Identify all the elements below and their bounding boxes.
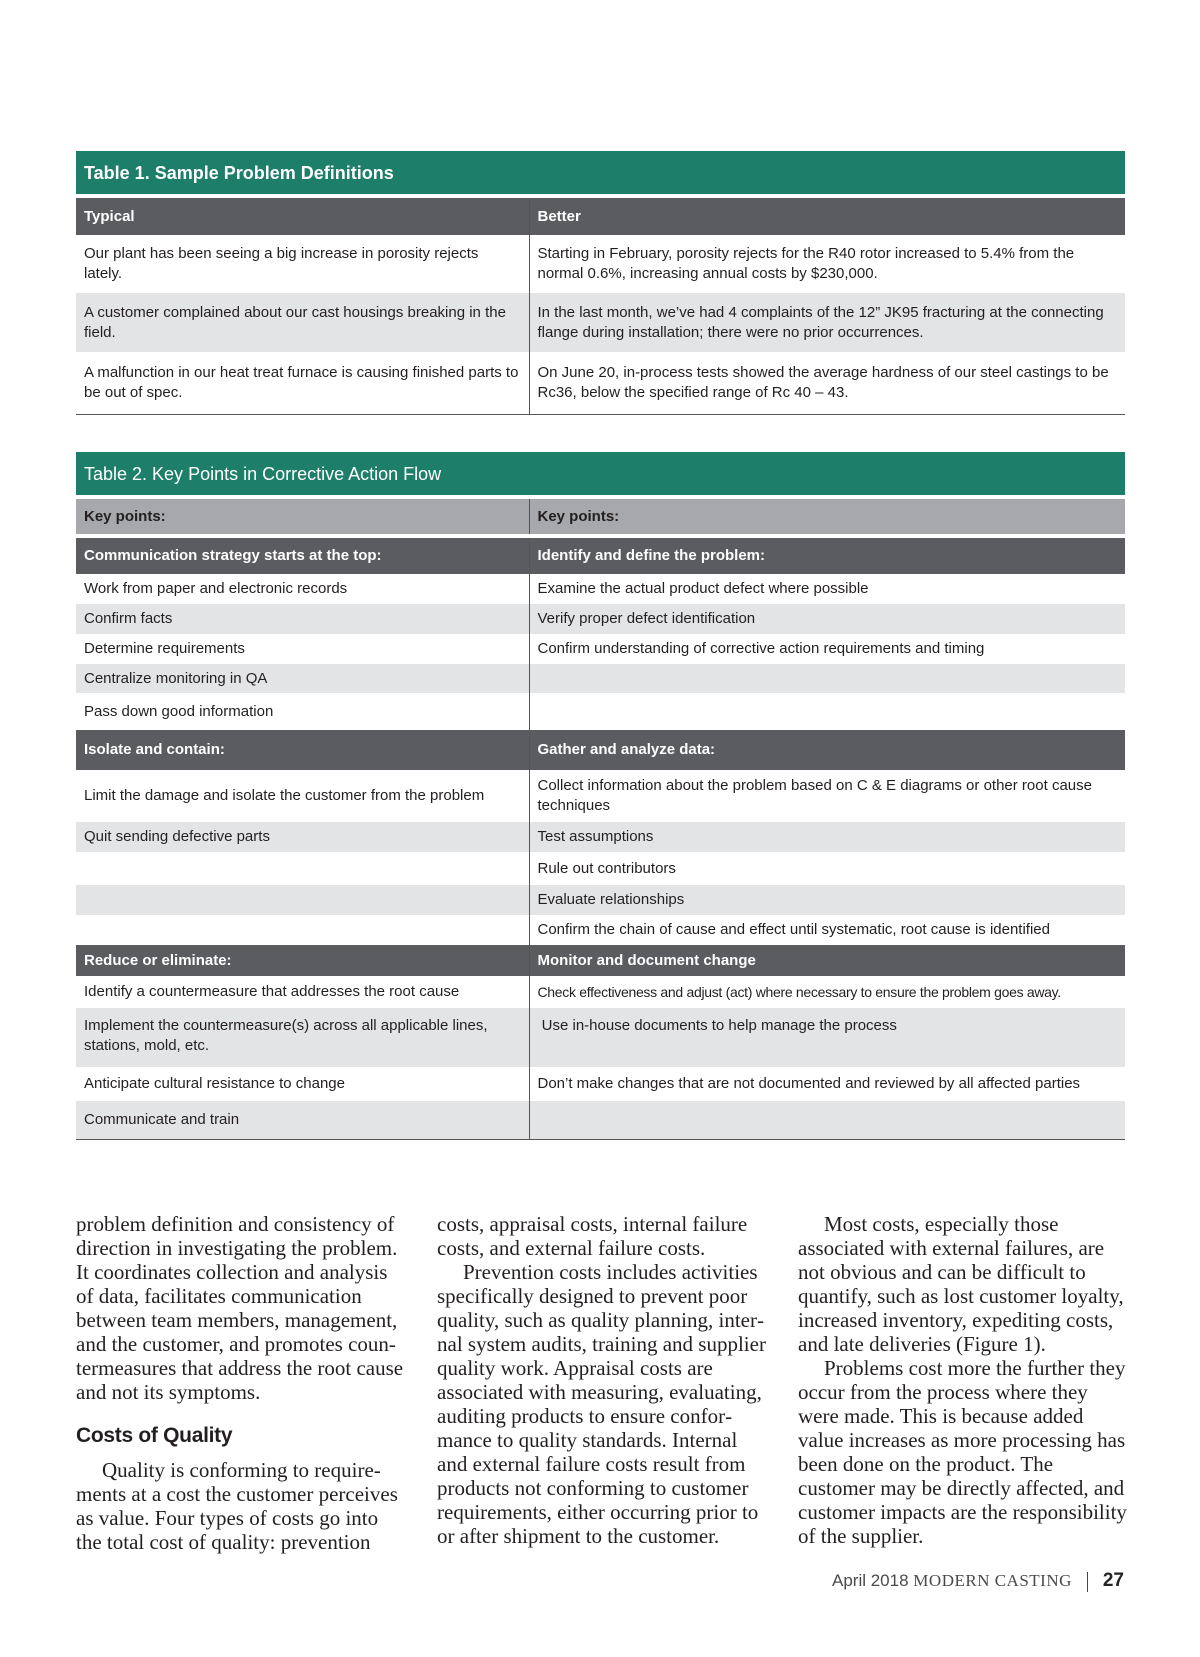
- table-row: [76, 604, 1125, 634]
- table-row: [76, 352, 1125, 414]
- table-2-cell: Evaluate relationships: [529, 885, 1125, 915]
- table-row: [76, 1101, 1125, 1139]
- table-2-cell: Use in-house documents to help manage the process: [529, 1008, 1125, 1067]
- table-2-cell: Examine the actual product defect where possible: [529, 574, 1125, 604]
- table-1-title: Table 1. Sample Problem Definitions: [76, 151, 1125, 194]
- article-column-2: [437, 1212, 767, 1548]
- table-row: [76, 293, 1125, 352]
- table-2-cell: Identify a countermeasure that addresses the root cause: [76, 976, 529, 1008]
- section-head-right: Gather and analyze data:: [529, 730, 1125, 770]
- table-2-cell: Confirm understanding of corrective action requirements and timing: [529, 634, 1125, 664]
- table-2: [76, 452, 1125, 1140]
- table-2-cell: Determine requirements: [76, 634, 529, 664]
- section-heading-costs-of-quality: Costs of Quality: [76, 1424, 233, 1447]
- table-2-cell: [76, 915, 529, 945]
- table-row: [76, 693, 1125, 730]
- table-row: [76, 770, 1125, 822]
- table-2-cell: Limit the damage and isolate the customer from the problem: [76, 770, 529, 822]
- article-column-3: [798, 1212, 1128, 1548]
- table-2-header-right: Key points:: [529, 499, 1125, 534]
- table-2-cell: [76, 885, 529, 915]
- table-1-header-better: Better: [529, 198, 1125, 235]
- column-2-paragraph-1: costs, appraisal costs, internal failure costs, and external failure costs.: [437, 1212, 748, 1260]
- table-row: [76, 1067, 1125, 1101]
- article-column-1: [76, 1212, 406, 1554]
- table-2-cell: Test assumptions: [529, 822, 1125, 852]
- table-2-cell: Confirm the chain of cause and effect until systematic, root cause is identified: [529, 915, 1125, 945]
- table-row: [76, 822, 1125, 852]
- table-2-cell: [529, 693, 1125, 730]
- table-2-cell: [529, 664, 1125, 693]
- section-head-left: Communication strategy starts at the top:: [76, 538, 529, 574]
- table-row: [76, 574, 1125, 604]
- table-2-cell: Pass down good information: [76, 693, 529, 730]
- table-2-cell: Rule out contributors: [529, 852, 1125, 885]
- page-footer: [832, 1570, 1124, 1592]
- section-header-row: [76, 945, 1125, 976]
- table-row: [76, 915, 1125, 945]
- column-3-paragraph-1: Most costs, especially those associated with external failures, are not obvious and can be difficult to quantify, such as lost customer loyalty, increased inventory, expediting costs, and late deliveries (Figure 1).: [798, 1212, 1124, 1356]
- section-head-right: Monitor and document change: [529, 945, 1125, 976]
- table-2-cell: Anticipate cultural resistance to change: [76, 1067, 529, 1101]
- section-head-right: Identify and define the problem:: [529, 538, 1125, 574]
- table-1-cell: A customer complained about our cast housings breaking in the field.: [76, 293, 529, 352]
- table-1-cell: Our plant has been seeing a big increase in porosity rejects lately.: [76, 235, 529, 293]
- table-row: [76, 1008, 1125, 1067]
- table-1-header-typical: Typical: [76, 198, 529, 235]
- table-2-cell: Confirm facts: [76, 604, 529, 634]
- table-2-cell: Collect information about the problem based on C & E diagrams or other root cause techniques: [529, 770, 1125, 822]
- footer-magazine-name: MODERN CASTING: [913, 1571, 1072, 1590]
- table-1-cell: On June 20, in-process tests showed the average hardness of our steel castings to be Rc36, below the specified range of Rc 40 – 43.: [529, 352, 1125, 414]
- table-1-cell: Starting in February, porosity rejects for the R40 rotor increased to 5.4% from the normal 0.6%, increasing annual costs by $230,000.: [529, 235, 1125, 293]
- table-2-cell: Communicate and train: [76, 1101, 529, 1139]
- table-2-cell: Implement the countermeasure(s) across all applicable lines, stations, mold, etc.: [76, 1008, 529, 1067]
- table-2-cell: [529, 1101, 1125, 1139]
- footer-divider: [1087, 1572, 1089, 1592]
- table-row: [76, 852, 1125, 885]
- section-head-left: Reduce or eliminate:: [76, 945, 529, 976]
- column-1-paragraph-1: problem definition and consistency of direction in investigating the problem. It coordinates collection and analysis of data, facilitates communication between team members, management, and the customer, and promotes countermeasures that address the root cause and not its symptoms.: [76, 1212, 404, 1404]
- table-2-cell: [76, 852, 529, 885]
- table-1-cell: In the last month, we’ve had 4 complaints of the 12” JK95 fracturing at the connecting flange during installation; there were no prior occurrences.: [529, 293, 1125, 352]
- table-row: [76, 664, 1125, 693]
- section-header-row: [76, 730, 1125, 770]
- table-2-cell: Don’t make changes that are not documented and reviewed by all affected parties: [529, 1067, 1125, 1101]
- table-2-header-left: Key points:: [76, 499, 529, 534]
- table-2-cell: Work from paper and electronic records: [76, 574, 529, 604]
- table-1: [76, 151, 1125, 415]
- column-3-paragraph-2: Problems cost more the further they occur from the process where they were made. This is because added value increases as more processing has been done on the product. The customer may be directly affected, and customer impacts are the responsibility of the supplier.: [798, 1356, 1127, 1548]
- table-row: [76, 634, 1125, 664]
- table-2-title: Table 2. Key Points in Corrective Action Flow: [76, 452, 1125, 495]
- table-2-cell: Check effectiveness and adjust (act) where necessary to ensure the problem goes away.: [529, 976, 1125, 1008]
- column-2-paragraph-2: Prevention costs includes activities specifically designed to prevent poor quality, such as quality planning, internal system audits, training and supplier quality work. Appraisal costs are associated with measuring, evaluating, auditing products to ensure conformance to quality standards. Internal and external failure costs result from products not conforming to customer requirements, either occurring prior to or after shipment to the customer.: [437, 1260, 766, 1548]
- table-2-cell: Centralize monitoring in QA: [76, 664, 529, 693]
- table-2-cell: Quit sending defective parts: [76, 822, 529, 852]
- table-row: [76, 885, 1125, 915]
- table-row: [76, 235, 1125, 293]
- footer-date: April 2018: [832, 1571, 909, 1590]
- section-header-row: [76, 538, 1125, 574]
- section-head-left: Isolate and contain:: [76, 730, 529, 770]
- table-1-cell: A malfunction in our heat treat furnace is causing finished parts to be out of spec.: [76, 352, 529, 414]
- table-2-cell: Verify proper defect identification: [529, 604, 1125, 634]
- page-number: 27: [1102, 1570, 1124, 1591]
- column-1-paragraph-2: Quality is conforming to requirements at a cost the customer perceives as value. Four types of costs go into the total cost of quality: prevention: [76, 1458, 398, 1554]
- table-row: [76, 976, 1125, 1008]
